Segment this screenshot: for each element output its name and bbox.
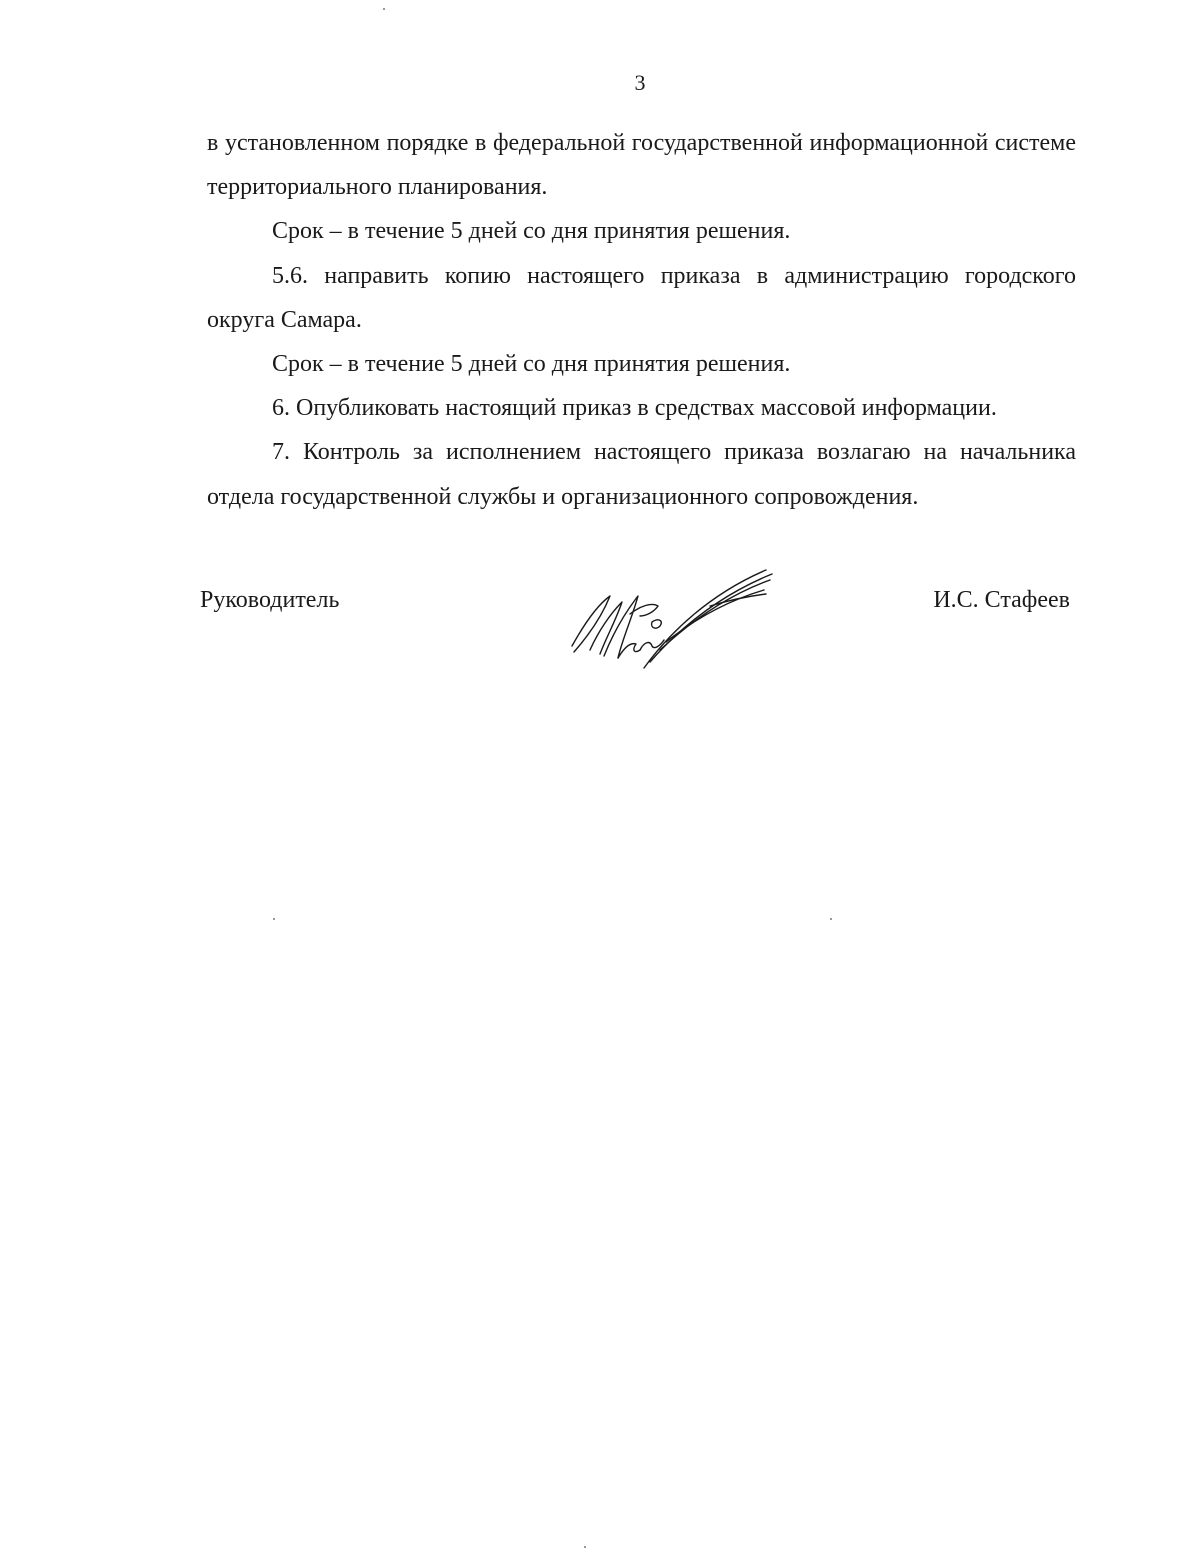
scan-speck	[383, 8, 385, 10]
signer-title: Руководитель	[200, 587, 340, 613]
paragraph-deadline: Срок – в течение 5 дней со дня принятия решения.	[272, 218, 791, 245]
paragraph-item-6: 6. Опубликовать настоящий приказ в средствах массовой информации.	[272, 395, 997, 422]
document-body	[207, 121, 1076, 519]
paragraph-item-5-6: 5.6. направить копию настоящего приказа в администрацию городского округа Самара.	[207, 262, 1076, 333]
handwritten-signature	[560, 562, 780, 672]
paragraph-deadline: Срок – в течение 5 дней со дня принятия решения.	[272, 351, 791, 378]
scan-speck	[830, 918, 832, 920]
page-number: 3	[634, 70, 646, 95]
paragraph-item-7: 7. Контроль за исполнением настоящего приказа возлагаю на начальника отдела государственной службы и организационного сопровождения.	[207, 439, 1076, 510]
scan-speck	[584, 1546, 586, 1548]
signer-name: И.С. Стафеев	[933, 587, 1070, 613]
scan-speck	[273, 918, 275, 920]
paragraph-continuation: в установленном порядке в федеральной государственной информационной системе территориального планирования.	[207, 130, 1076, 201]
